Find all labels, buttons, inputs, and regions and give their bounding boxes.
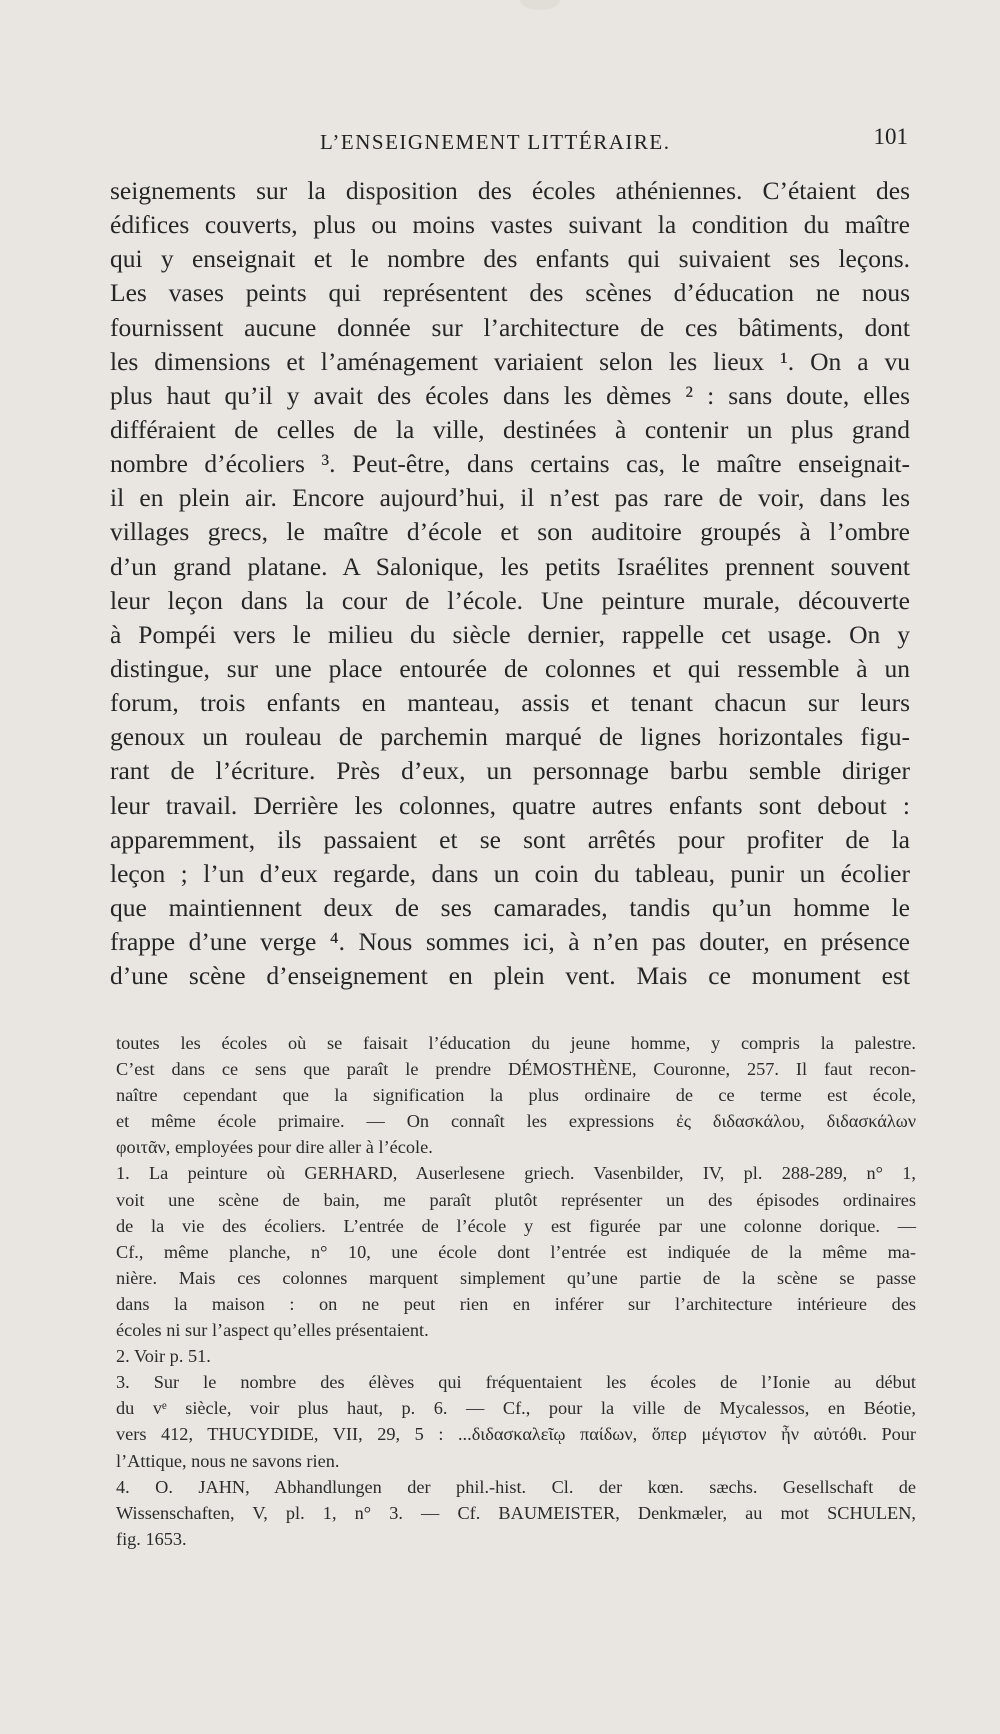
footnote-line: et même école primaire. — On connaît les expressions ἐς διδασκάλου, διδασκάλων [116, 1111, 916, 1132]
footnotes [116, 1030, 916, 1552]
footnote-line: écoles ni sur l’aspect qu’elles présentaient. [116, 1320, 429, 1341]
body-line: nombre d’écoliers ³. Peut-être, dans certains cas, le maître enseignait- [110, 449, 910, 479]
body-line: à Pompéi vers le milieu du siècle dernier, rappelle cet usage. On y [110, 619, 910, 649]
body-line: apparemment, ils passaient et se sont arrêtés pour profiter de la [110, 824, 910, 854]
body-line: qui y enseignait et le nombre des enfants qui suivaient ses leçons. [110, 244, 910, 274]
body-line: leçon ; l’un d’eux regarde, dans un coin du tableau, punir un écolier [110, 858, 910, 888]
footnote-line: toutes les écoles où se faisait l’éducation du jeune homme, y compris la palestre. [116, 1033, 916, 1053]
footnote-line: 3. Sur le nombre des élèves qui fréquentaient les écoles de l’Ionie au début [116, 1372, 916, 1393]
body-line: seignements sur la disposition des écoles athéniennes. C’étaient des [110, 176, 910, 205]
body-line: que maintiennent deux de ses camarades, tandis qu’un homme le [110, 892, 910, 922]
body-line: leur travail. Derrière les colonnes, quatre autres enfants sont debout : [110, 790, 910, 820]
footnote-line: voit une scène de bain, me paraît plutôt représenter un des épisodes ordinaires [116, 1189, 916, 1210]
footnote-line: Cf., même planche, n° 10, une école dont l’entrée est indiquée de la même ma- [116, 1241, 916, 1262]
footnote-line: nière. Mais ces colonnes marquent simplement qu’une partie de la scène se passe [116, 1267, 916, 1288]
body-line: villages grecs, le maître d’école et son auditoire groupés à l’ombre [110, 517, 910, 547]
body-line: rant de l’écriture. Près d’eux, un personnage barbu semble diriger [110, 756, 910, 786]
running-title: L’ENSEIGNEMENT LITTÉRAIRE. [320, 130, 671, 154]
body-line: genoux un rouleau de parchemin marqué de lignes horizontales figu- [110, 722, 910, 752]
body-text [110, 174, 910, 993]
body-line: frappe d’une verge ⁴. Nous sommes ici, à n’en pas douter, en présence [110, 927, 910, 957]
body-line: différaient de celles de la ville, destinées à contenir un plus grand [110, 414, 910, 444]
body-line: édifices couverts, plus ou moins vastes suivant la condition du maître [110, 210, 910, 240]
body-line: il en plein air. Encore aujourd’hui, il n’est pas rare de voir, dans les [110, 483, 910, 513]
footnote-line: du vᵉ siècle, voir plus haut, p. 6. — Cf., pour la ville de Mycalessos, en Béotie, [116, 1398, 916, 1419]
footnote-line: Wissenschaften, V, pl. 1, n° 3. — Cf. BAUMEISTER, Denkmæler, au mot SCHULEN, [116, 1502, 916, 1523]
paper-stain [520, 0, 560, 10]
footnote-line: 1. La peinture où GERHARD, Auserlesene griech. Vasenbilder, IV, pl. 288-289, n° 1, [116, 1163, 916, 1184]
footnote-line: 4. O. JAHN, Abhandlungen der phil.-hist. Cl. der kœn. sæchs. Gesellschaft de [116, 1476, 916, 1497]
body-line: Les vases peints qui représentent des scènes d’éducation ne nous [110, 278, 910, 308]
body-line: les dimensions et l’aménagement variaient selon les lieux ¹. On a vu [110, 346, 910, 376]
body-line: forum, trois enfants en manteau, assis et tenant chacun sur leurs [110, 688, 910, 718]
footnote-line: C’est dans ce sens que paraît le prendre DÉMOSTHÈNE, Couronne, 257. Il faut recon- [116, 1059, 916, 1080]
footnote-line: l’Attique, nous ne savons rien. [116, 1450, 340, 1471]
body-line: d’un grand platane. A Salonique, les petits Israélites prennent souvent [110, 551, 910, 581]
body-line: fournissent aucune donnée sur l’architecture de ces bâtiments, dont [110, 312, 910, 342]
footnote-line: 2. Voir p. 51. [116, 1346, 211, 1367]
footnote-line: vers 412, THUCYDIDE, VII, 29, 5 : ...διδασκαλεῖῳ παίδων, ὅπερ μέγιστον ἦν αὐτόθι. Pour [116, 1424, 916, 1445]
footnote-line: φοιτᾶν, employées pour dire aller à l’école. [116, 1137, 433, 1158]
footnote-line: dans la maison : on ne peut rien en inférer sur l’architecture intérieure des [116, 1293, 916, 1314]
footnote-line: fig. 1653. [116, 1528, 187, 1549]
body-line: distingue, sur une place entourée de colonnes et qui ressemble à un [110, 653, 910, 683]
footnote-line: de la vie des écoliers. L’entrée de l’école y est figurée par une colonne dorique. — [116, 1215, 916, 1236]
page-number: 101 [873, 124, 908, 149]
body-line: plus haut qu’il y avait des écoles dans les dèmes ² : sans doute, elles [110, 380, 910, 410]
running-head [110, 124, 910, 160]
body-line: d’une scène d’enseignement en plein vent. Mais ce monument est [110, 961, 910, 991]
footnote-line: naître cependant que la signification la plus ordinaire de ce terme est école, [116, 1085, 916, 1106]
body-line: leur leçon dans la cour de l’école. Une peinture murale, découverte [110, 585, 910, 615]
